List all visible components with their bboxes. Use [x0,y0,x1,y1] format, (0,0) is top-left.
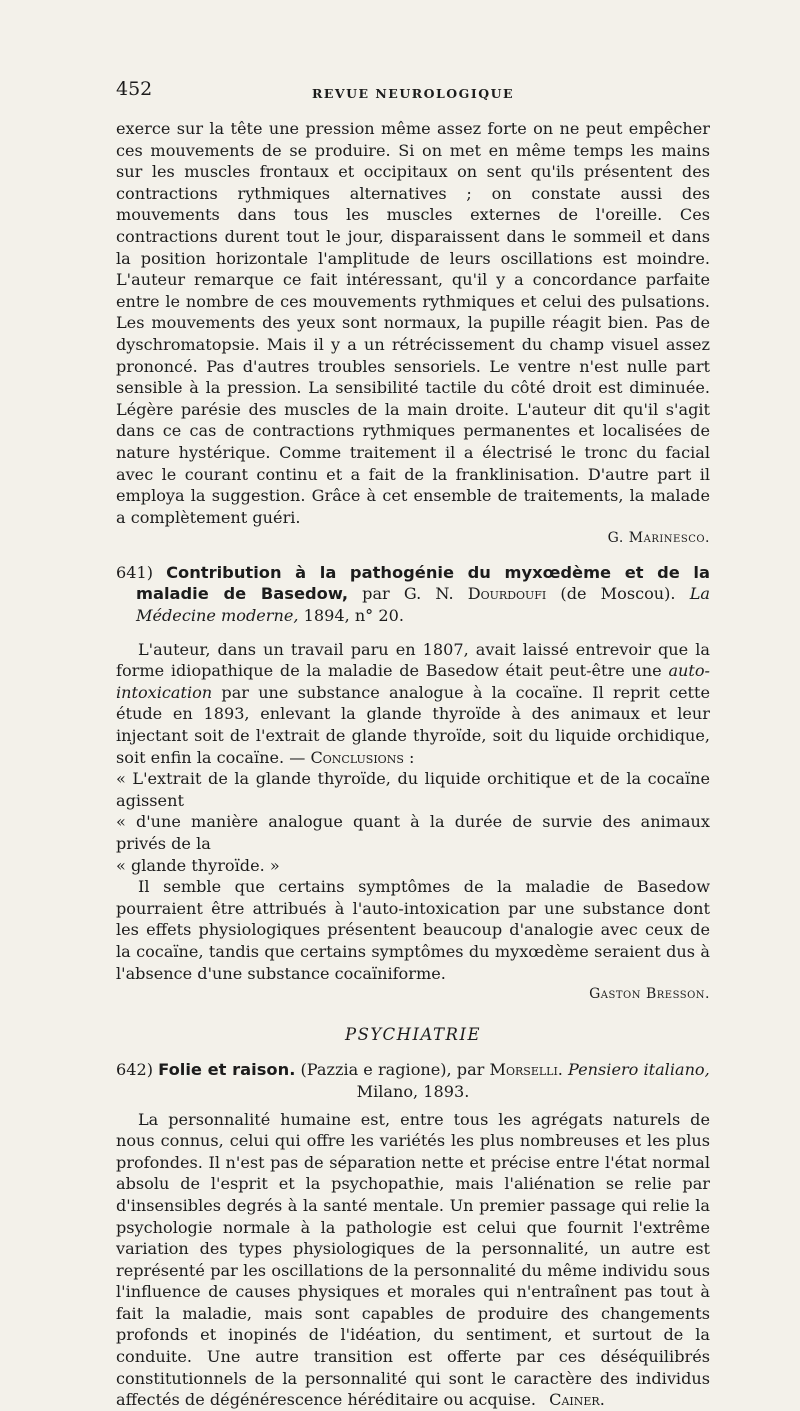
entry-642-heading [116,1059,710,1081]
entry-641-quote-line-1: « L'extrait de la glande thyroïde, du liquide orchitique et de la cocaïne agissent [116,769,710,810]
entry-641-journal: La Médecine moderne, [136,584,710,626]
entry-641-para1-text-b: par une substance analogue à la cocaïne. Il reprit cette étude en 1893, enlevant la glande thyroïde à des animaux et leur injectant soit de l'extrait de glande thyroïde, soit du liquide orchidique, soit enfin la cocaïne. — [116,682,710,767]
running-title: REVUE NEUROLOGIQUE [311,86,515,101]
entry-642-author: Morselli. [489,1060,563,1080]
entry-641-year: 1894, [303,606,350,626]
entry-642-place-year: Milano, 1893. [356,1081,470,1101]
entry-641-quote-line-2: « d'une manière analogue quant à la durée de survie des animaux privés de la [116,812,710,853]
entry-641-by: par [362,584,390,604]
entry-641-quote-line-3: « glande thyroïde. » [116,855,280,875]
entry-641-author: G. N. Dourdoufi [403,584,547,604]
section-title: PSYCHIATRIE [344,1024,482,1044]
signature-marinesco: G. Marinesco. [607,530,710,547]
entry-641-conclusions-label: Conclusions : [310,747,415,767]
continuation-paragraph: exerce sur la tête une pression même assez forte on ne peut empêcher ces mouvements de se produire. Si on met en même temps les mains sur les muscles frontaux et occipitaux on sent qu'ils présentent des contractions rythmiques alternatives ; on constate aussi des mouvements dans tous les muscles externes de l'oreille. Ces contractions durent tout le jour, disparaissent dans le sommeil et dans la position horizontale l'amplitude de leurs oscillations est moindre. L'auteur remarque ce fait intéressant, qu'il y a concordance parfaite entre le nombre de ces mouvements rythmiques et celui des pulsations. Les mouvements des yeux sont normaux, la pupille réagit bien. Pas de dyschromatopsie. Mais il y a un rétrécissement du champ visuel assez prononcé. Pas d'autres troubles sensoriels. Le ventre n'est nulle part sensible à la pression. La sensibilité tactile du côté droit est diminuée. Légère parésie des muscles de la main droite. L'auteur dit qu'il s'agit dans ce cas de contractions rythmiques permanentes et localisées de nature hystérique. Comme traitement il a électrisé le tronc du facial avec le courant continu et a fait de la franklinisation. D'autre part il employa la suggestion. Grâce à cet ensemble de traitements, la malade a complètement guéri. [116,119,710,527]
entry-641-issue: n° 20. [354,606,404,626]
entry-641-paragraph-1 [116,639,710,769]
entry-641-number: 641) [116,562,153,582]
page-number: 452 [116,78,153,100]
entry-642-number: 642) [116,1060,153,1080]
entry-642-title: Folie et raison. [158,1060,296,1080]
entry-641-paragraph-2: Il semble que certains symptômes de la maladie de Basedow pourraient être attribués à l'auto-intoxication par une substance dont les effets physiologiques présentent beaucoup d'analogie avec ceux de la cocaïne, tandis que certains symptômes du myxœdème seraient dus à l'absence d'une substance cocaïniforme. [116,877,710,983]
entry-641-place: (de Moscou). [560,584,676,604]
entry-642-subtitle: (Pazzia e ragione), par [300,1060,485,1080]
entry-641-title: Contribution à la pathogénie du myxœdème et de la maladie de Basedow, [136,562,710,604]
entry-642-journal: Pensiero italiano, [568,1060,710,1080]
page-header [116,74,710,104]
entry-641-heading [116,562,710,627]
entry-641 [116,562,710,1006]
entry-642-paragraph [116,1109,710,1411]
entry-641-para1-text-a: L'auteur, dans un travail paru en 1807, avait laissé entrevoir que la forme idiopathique de la maladie de Basedow était peut-être une [116,639,710,681]
entry-642 [116,1059,710,1411]
entry-642-paragraph-text: La personnalité humaine est, entre tous les agrégats naturels de nous connus, celui qui offre les variétés les plus nombreuses et les plus profondes. Il n'est pas de séparation nette et précise entre l'état normal absolu de l'esprit et la psychopathie, mais l'aliénation se relie par d'insensibles degrés à la santé mentale. Un premier passage qui relie la psychologie normale à la pathologie est celui que fournit l'extrême variation des types physiologiques de la personnalité, un autre est représenté par les oscillations de la personnalité du même individu sous l'influence de causes physiques et morales qui n'entraînent pas tout à fait la maladie, mais sont capables de produire des changements profonds et inopinés de l'idéation, du sentiment, et surtout de la conduite. Une autre transition est offerte par ces déséquilibrés constitutionnels de la personnalité qui sont le caractère des individus affectés de dégénérescence héréditaire ou acquise. [116,1109,710,1410]
page-body [116,118,710,1411]
signature-cainer: Cainer. [549,1390,605,1410]
entry-641-para1-italic: auto-intoxication [116,661,710,702]
signature-bresson: Gaston Bresson. [589,986,710,1003]
